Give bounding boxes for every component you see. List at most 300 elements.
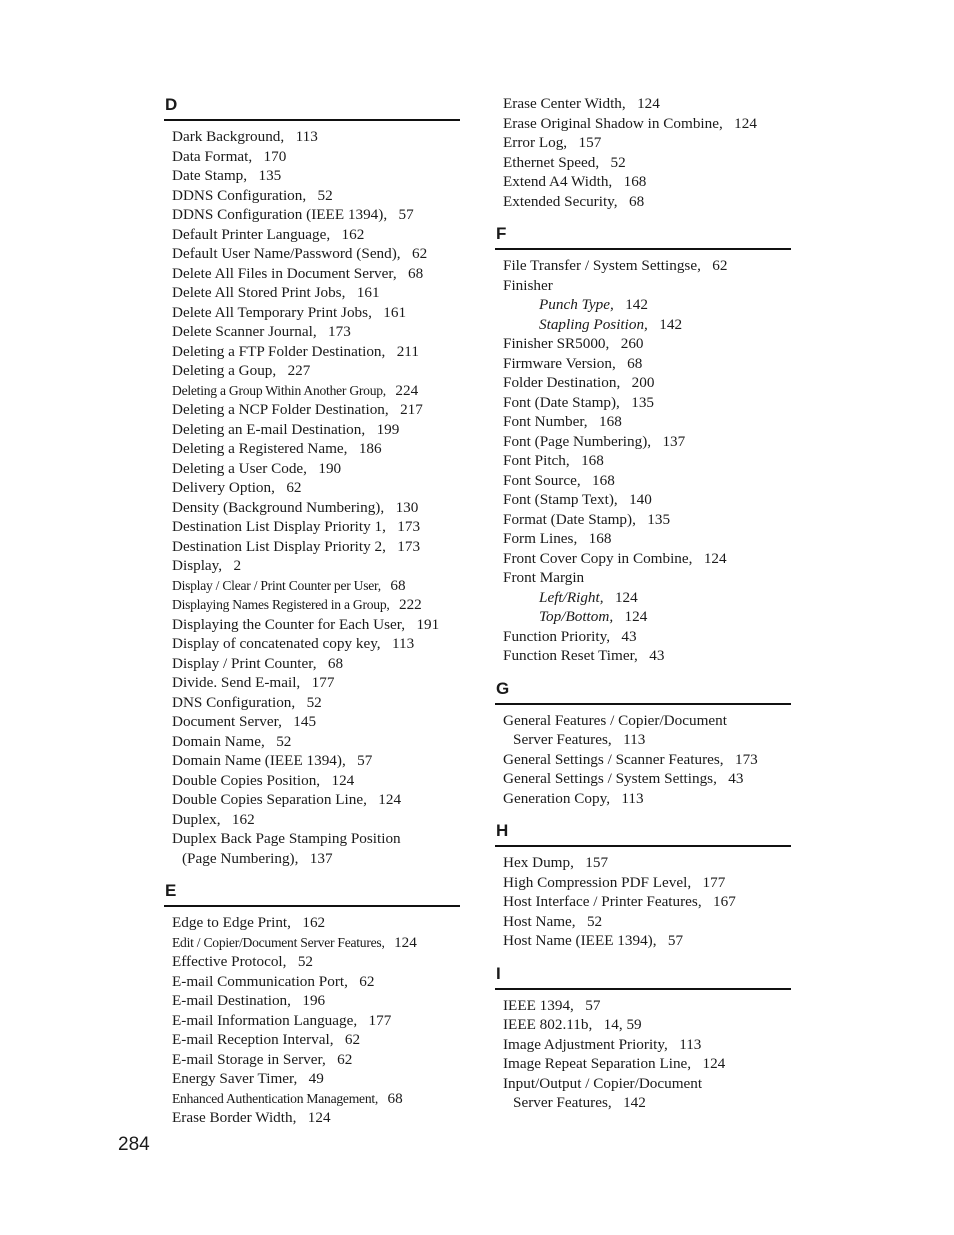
index-page-ref[interactable]: 142 <box>625 296 648 313</box>
spacer <box>638 647 649 664</box>
index-term: DDNS Configuration, <box>172 186 307 204</box>
index-term: High Compression PDF Level, <box>503 873 692 891</box>
index-page-ref[interactable]: 68 <box>387 1089 403 1107</box>
spacer <box>326 1051 337 1068</box>
index-entry <box>164 537 460 557</box>
spacer <box>347 440 358 457</box>
index-term: Font (Stamp Text), <box>503 491 618 508</box>
spacer <box>616 355 627 372</box>
spacer <box>604 589 615 606</box>
spacer <box>691 1055 702 1072</box>
index-page-ref[interactable]: 135 <box>258 167 282 184</box>
index-page-ref[interactable]: 168 <box>588 530 612 547</box>
spacer <box>384 499 395 516</box>
spacer <box>386 383 395 398</box>
index-page-ref[interactable]: 173 <box>328 323 351 340</box>
spacer <box>576 913 587 930</box>
spacer <box>610 790 621 807</box>
index-entry <box>164 322 460 342</box>
spacer <box>300 674 311 691</box>
index-entry <box>164 829 460 849</box>
index-page-ref[interactable]: 130 <box>395 498 419 516</box>
section-divider <box>164 905 460 907</box>
index-entry <box>164 459 460 479</box>
index-term: Display / Clear / Print Counter per User, <box>172 577 381 593</box>
spacer <box>295 694 306 711</box>
index-page-ref[interactable]: 57 <box>357 752 373 769</box>
index-entry <box>495 1054 791 1074</box>
index-page-ref[interactable]: 191 <box>416 615 440 633</box>
index-entry <box>164 913 460 933</box>
index-term: Firmware Version, <box>503 354 616 372</box>
index-page-ref[interactable]: 68 <box>628 192 645 210</box>
spacer <box>247 167 258 184</box>
index-entry <box>164 244 460 264</box>
index-page-ref[interactable]: 2 <box>233 557 242 574</box>
spacer <box>581 472 592 489</box>
spacer <box>387 206 398 223</box>
index-entry <box>164 1030 460 1050</box>
spacer <box>222 557 233 574</box>
index-term: Edit / Copier/Document Server Features, <box>172 934 385 950</box>
index-page-ref[interactable]: 227 <box>287 362 311 379</box>
spacer <box>317 655 328 672</box>
index-term: Function Priority, <box>503 627 611 645</box>
index-entry <box>164 498 460 518</box>
index-page-ref[interactable]: 211 <box>396 342 419 360</box>
index-entry <box>495 607 791 627</box>
index-page-ref[interactable]: 57 <box>585 996 601 1014</box>
index-entry <box>495 588 791 608</box>
spacer <box>221 811 232 828</box>
spacer <box>626 95 637 112</box>
spacer <box>385 343 396 360</box>
index-page-ref[interactable]: 124 <box>307 1109 331 1126</box>
section-heading-h: H <box>496 821 509 840</box>
index-term: Double Copies Position, <box>172 771 321 789</box>
index-page-ref[interactable]: 161 <box>356 284 380 301</box>
spacer <box>618 193 629 210</box>
index-entry <box>495 315 791 335</box>
index-term: Deleting a Group Within Another Group, <box>172 382 386 398</box>
spacer <box>367 791 378 808</box>
section-divider <box>495 988 791 990</box>
index-page-ref[interactable]: 52 <box>610 153 626 171</box>
index-page-ref[interactable]: 177 <box>311 674 335 691</box>
index-entry <box>164 225 460 245</box>
index-entry <box>164 576 460 596</box>
index-page-ref[interactable]: 260 <box>620 335 644 352</box>
index-entry <box>495 471 791 491</box>
spacer <box>567 134 578 151</box>
spacer <box>609 335 620 352</box>
index-entry <box>164 615 460 635</box>
section-heading-d: D <box>165 95 178 114</box>
index-term: General Settings / Scanner Features, <box>503 750 724 768</box>
index-page-ref[interactable]: 135 <box>631 393 655 411</box>
index-term: Finisher <box>503 276 553 294</box>
index-page-ref[interactable]: 196 <box>302 992 326 1009</box>
index-entry <box>164 952 460 972</box>
index-page-ref[interactable]: 190 <box>318 459 342 477</box>
index-page-ref[interactable]: 57 <box>398 206 414 223</box>
index-page-ref[interactable]: 186 <box>358 440 382 457</box>
index-entry <box>164 556 460 576</box>
spacer <box>252 148 263 165</box>
index-term: Font (Page Numbering), <box>503 432 652 450</box>
index-term: Default User Name/Password (Send), <box>172 245 401 262</box>
index-term: Display / Print Counter, <box>172 654 317 672</box>
index-term: Form Lines, <box>503 530 578 547</box>
spacer <box>381 635 392 652</box>
index-entry <box>164 303 460 323</box>
index-entry <box>495 490 791 510</box>
index-term: Deleting a Registered Name, <box>172 440 348 457</box>
index-term: Server Features, <box>513 1094 612 1111</box>
spacer <box>330 226 341 243</box>
index-entry <box>164 1050 460 1070</box>
index-page-ref[interactable]: 173 <box>397 518 421 535</box>
index-page-ref[interactable]: 173 <box>397 537 421 555</box>
index-term: Default Printer Language, <box>172 225 331 243</box>
spacer <box>620 394 631 411</box>
index-term: Server Features, <box>513 731 612 748</box>
index-term: Erase Original Shadow in Combine, <box>503 114 723 132</box>
index-term: Delete Scanner Journal, <box>172 323 317 340</box>
index-page-ref[interactable]: 124 <box>614 588 638 606</box>
spacer <box>372 304 383 321</box>
spacer <box>291 992 302 1009</box>
section-divider <box>164 119 460 121</box>
index-term: Punch Type, <box>539 296 614 313</box>
index-page-ref[interactable]: 68 <box>327 654 344 672</box>
index-page-ref[interactable]: 162 <box>231 810 255 828</box>
index-page-ref[interactable]: 157 <box>578 134 602 151</box>
index-entry <box>495 789 791 809</box>
spacer <box>636 511 647 528</box>
index-entry <box>495 412 791 432</box>
index-entry <box>164 933 460 953</box>
index-term: E-mail Storage in Server, <box>172 1050 326 1068</box>
index-entry <box>495 94 791 114</box>
index-term: Generation Copy, <box>503 789 610 807</box>
index-page-ref[interactable]: 43 <box>621 627 637 645</box>
index-page-ref[interactable]: 168 <box>599 413 622 430</box>
index-page-ref[interactable]: 224 <box>395 381 419 399</box>
index-term: Double Copies Separation Line, <box>172 791 367 808</box>
spacer <box>651 433 662 450</box>
index-page-ref[interactable]: 62 <box>359 972 375 990</box>
index-page-ref[interactable]: 43 <box>728 770 744 787</box>
index-page-ref[interactable]: 52 <box>586 912 603 930</box>
index-page-ref[interactable]: 167 <box>713 893 736 910</box>
index-entry <box>164 166 460 186</box>
index-entry <box>164 595 460 615</box>
index-entry <box>495 256 791 276</box>
spacer <box>592 1016 603 1033</box>
index-term: Duplex Back Page Stamping Position <box>172 830 401 847</box>
spacer <box>702 893 713 910</box>
index-term: Folder Destination, <box>503 374 621 391</box>
index-term: Font Number, <box>503 413 588 430</box>
index-term: (Page Numbering), <box>182 849 299 867</box>
index-term: Duplex, <box>172 810 221 828</box>
index-term: Front Margin <box>503 569 585 586</box>
index-page-ref[interactable]: 113 <box>392 635 415 652</box>
index-term: Extended Security, <box>503 192 618 210</box>
index-term: Edge to Edge Print, <box>172 914 291 931</box>
index-page-ref[interactable]: 124 <box>331 771 355 789</box>
index-entry <box>164 264 460 284</box>
index-term: Error Log, <box>503 134 568 151</box>
index-page-ref[interactable]: 57 <box>667 932 684 949</box>
index-term: Font Pitch, <box>503 452 570 469</box>
index-entry <box>495 892 791 912</box>
index-page-ref[interactable]: 157 <box>585 854 609 871</box>
index-term: Extend A4 Width, <box>503 173 613 190</box>
spacer <box>307 460 318 477</box>
index-term: Hex Dump, <box>503 854 574 871</box>
index-page-ref[interactable]: 137 <box>662 432 686 450</box>
index-entry <box>495 276 791 296</box>
spacer <box>365 421 376 438</box>
index-page-ref[interactable]: 168 <box>581 452 604 469</box>
index-term: Data Format, <box>172 147 253 165</box>
index-term: Host Interface / Printer Features, <box>503 893 702 910</box>
index-page-ref[interactable]: 162 <box>302 914 326 931</box>
spacer <box>291 914 302 931</box>
index-term: Top/Bottom, <box>539 608 614 625</box>
spacer <box>386 518 397 535</box>
index-term: Font Source, <box>503 471 581 489</box>
index-term: Left/Right, <box>539 588 604 606</box>
spacer <box>306 187 317 204</box>
index-column-left <box>164 94 460 1128</box>
index-entry <box>495 192 791 212</box>
index-term: Domain Name, <box>172 732 265 750</box>
spacer <box>389 401 400 418</box>
spacer <box>386 538 397 555</box>
index-term: DNS Configuration, <box>172 693 296 711</box>
index-page-ref[interactable]: 140 <box>629 491 652 508</box>
index-term: General Features / Copier/Document <box>503 711 727 729</box>
index-page-ref[interactable]: 199 <box>376 420 400 438</box>
index-term: Destination List Display Priority 1, <box>172 518 386 535</box>
index-page-ref[interactable]: 162 <box>341 225 365 243</box>
index-page-ref[interactable]: 113 <box>679 1035 702 1053</box>
index-term: Front Cover Copy in Combine, <box>503 549 693 567</box>
index-page-ref[interactable]: 14, 59 <box>603 1016 642 1033</box>
index-term: Finisher SR5000, <box>503 335 610 352</box>
index-term: Format (Date Stamp), <box>503 510 636 528</box>
index-page-ref[interactable]: 113 <box>623 731 646 748</box>
index-entry <box>164 712 460 732</box>
index-term: Delete All Temporary Print Jobs, <box>172 303 372 321</box>
index-page-ref[interactable]: 124 <box>734 114 757 132</box>
index-term: Host Name (IEEE 1394), <box>503 932 657 949</box>
index-page-ref[interactable]: 62 <box>286 479 302 496</box>
index-entry <box>164 361 460 381</box>
index-term: Effective Protocol, <box>172 953 287 970</box>
spacer <box>286 953 297 970</box>
index-entry <box>164 654 460 674</box>
index-entry <box>164 127 460 147</box>
index-term: Stapling Position, <box>539 315 648 333</box>
index-term: Image Repeat Separation Line, <box>503 1055 692 1072</box>
index-page-ref[interactable]: 173 <box>734 750 758 768</box>
index-entry <box>495 1015 791 1035</box>
index-page-ref[interactable]: 124 <box>394 933 417 951</box>
index-page-ref[interactable]: 177 <box>702 873 726 891</box>
index-entry <box>164 478 460 498</box>
index-entry <box>164 439 460 459</box>
index-term: E-mail Destination, <box>172 992 291 1009</box>
index-entry <box>495 334 791 354</box>
index-page-ref[interactable]: 52 <box>317 186 333 204</box>
index-entry <box>495 114 791 134</box>
index-page-ref[interactable]: 168 <box>623 173 647 190</box>
index-page-ref[interactable]: 170 <box>263 147 287 165</box>
index-term: Displaying Names Registered in a Group, <box>172 597 390 612</box>
spacer <box>334 1031 345 1048</box>
index-entry <box>164 634 460 654</box>
spacer <box>357 1012 368 1029</box>
spacer <box>265 733 276 750</box>
spacer <box>348 973 359 990</box>
index-term: IEEE 802.11b, <box>503 1016 593 1033</box>
index-term: Function Reset Timer, <box>503 647 638 664</box>
index-entry <box>495 568 791 588</box>
spacer <box>297 1070 308 1087</box>
spacer <box>570 452 581 469</box>
index-page-ref[interactable]: 43 <box>649 647 665 664</box>
index-term: Density (Background Numbering), <box>172 498 385 516</box>
index-page-ref[interactable]: 222 <box>398 596 422 613</box>
spacer <box>599 154 610 171</box>
spacer <box>723 115 734 132</box>
index-entry <box>164 849 460 869</box>
index-page-ref[interactable]: 68 <box>390 576 406 594</box>
index-page-ref[interactable]: 124 <box>624 608 648 625</box>
index-term: Deleting a FTP Folder Destination, <box>172 342 386 360</box>
spacer <box>612 1094 623 1111</box>
index-page-ref[interactable]: 124 <box>702 1055 726 1072</box>
index-page-ref[interactable]: 62 <box>344 1031 361 1048</box>
index-term: Energy Saver Timer, <box>172 1070 298 1087</box>
index-term: Delete All Stored Print Jobs, <box>172 284 346 301</box>
index-entry <box>164 771 460 791</box>
index-term: Display of concatenated copy key, <box>172 635 381 652</box>
spacer <box>284 128 295 145</box>
index-entry <box>495 931 791 951</box>
spacer <box>345 284 356 301</box>
index-entry <box>164 972 460 992</box>
index-page-ref[interactable]: 113 <box>295 128 318 145</box>
index-page-ref[interactable]: 161 <box>383 303 407 321</box>
index-page-ref[interactable]: 113 <box>621 789 644 807</box>
section-divider <box>495 845 791 847</box>
spacer <box>320 772 331 789</box>
index-page-ref[interactable]: 142 <box>659 315 683 333</box>
index-entry <box>164 342 460 362</box>
index-page-ref[interactable]: 200 <box>631 374 655 391</box>
index-term: Date Stamp, <box>172 167 248 184</box>
index-term: General Settings / System Settings, <box>503 770 717 787</box>
spacer <box>618 491 629 508</box>
spacer <box>296 1109 307 1126</box>
index-page-ref[interactable]: 217 <box>400 401 423 418</box>
index-page-ref[interactable]: 68 <box>627 354 643 372</box>
index-term: Deleting a User Code, <box>172 459 307 477</box>
index-page-ref[interactable]: 62 <box>712 257 728 274</box>
index-page-ref[interactable]: 124 <box>637 95 660 112</box>
index-entry <box>495 769 791 789</box>
index-page-ref[interactable]: 137 <box>309 849 333 867</box>
index-entry <box>164 400 460 420</box>
spacer <box>574 854 585 871</box>
index-term: Font (Date Stamp), <box>503 393 620 411</box>
section-divider <box>495 248 791 250</box>
index-entry <box>495 1074 791 1094</box>
index-page-ref[interactable]: 52 <box>306 693 322 711</box>
index-entry <box>495 295 791 315</box>
spacer <box>724 751 735 768</box>
index-entry <box>164 205 460 225</box>
index-entry <box>495 549 791 569</box>
index-entry <box>164 810 460 830</box>
spacer <box>574 997 585 1014</box>
spacer <box>668 1036 679 1053</box>
spacer <box>385 935 394 950</box>
index-term: Erase Center Width, <box>503 95 626 112</box>
index-entry <box>495 627 791 647</box>
index-page-ref[interactable]: 52 <box>276 732 292 750</box>
spacer <box>691 874 702 891</box>
index-page-ref[interactable]: 62 <box>337 1050 353 1068</box>
index-page-ref[interactable]: 135 <box>647 510 671 528</box>
index-page-ref[interactable]: 177 <box>368 1011 392 1029</box>
index-term: Domain Name (IEEE 1394), <box>172 752 346 769</box>
index-page-ref[interactable]: 142 <box>623 1094 646 1111</box>
index-term: E-mail Information Language, <box>172 1011 358 1029</box>
index-page-ref[interactable]: 52 <box>297 953 314 970</box>
index-entry <box>164 1011 460 1031</box>
spacer <box>317 323 328 340</box>
index-entry <box>495 711 791 731</box>
index-term: Displaying the Counter for Each User, <box>172 615 406 633</box>
index-term: IEEE 1394, <box>503 996 574 1014</box>
index-term: Host Name, <box>503 912 576 930</box>
index-page-ref[interactable]: 145 <box>293 713 317 730</box>
index-term: Destination List Display Priority 2, <box>172 537 386 555</box>
spacer <box>577 530 588 547</box>
index-page-ref[interactable]: 62 <box>412 245 428 262</box>
index-entry <box>164 790 460 810</box>
index-term: Delete All Files in Document Server, <box>172 264 397 282</box>
index-entry <box>164 420 460 440</box>
spacer <box>614 296 625 313</box>
spacer <box>610 628 621 645</box>
index-page-ref[interactable]: 68 <box>408 264 424 282</box>
index-page-ref[interactable]: 124 <box>378 791 402 808</box>
index-page-ref[interactable]: 49 <box>308 1070 324 1087</box>
spacer <box>275 479 286 496</box>
spacer <box>613 608 624 625</box>
index-page-ref[interactable]: 168 <box>592 471 615 489</box>
index-page-ref[interactable]: 124 <box>703 549 727 567</box>
spacer <box>390 597 399 612</box>
index-entry <box>495 646 791 666</box>
